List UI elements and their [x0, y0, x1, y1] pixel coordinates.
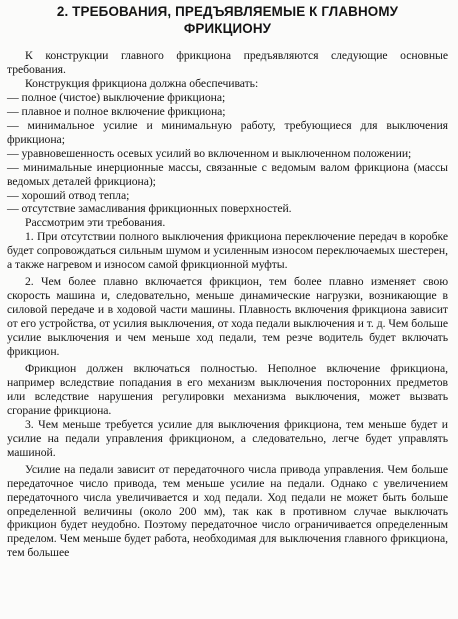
paragraph-point-2: 2. Чем более плавно включается фрикцион, тем более плавно изменяет свою скорость машина и, следовательно, меньше динамические нагрузки, возникающие в силовой передаче и в ходовой части машины. Плавность включения фрикциона зависит от его устройства, от усилия выключения, от хода педали выключения и т. д. Чем больше усилие выключения и чем меньше ход педали, тем резче водитель будет включать фрикцион.	[7, 275, 448, 359]
paragraph-point-1: 1. При отсутствии полного выключения фрикциона переключение передач в коробке будет сопровождаться сильным шумом и усиленным износом переключаемых шестерен, а также нагревом и износом самой фрикционной муфты.	[7, 230, 448, 272]
paragraph-requirements-lead: Конструкция фрикциона должна обеспечивать:	[25, 76, 259, 90]
section-heading	[7, 3, 448, 37]
paragraph-pedal-force: Усилие на педали зависит от передаточного числа привода управления. Чем больше передаточное число привода, тем меньше усилие на педали. Однако с увеличением передаточного числа увеличивается и ход педали. Ход педали не может быть больше определенной величины (около 200 мм), так как в противном случае выключать фрикцион будет неудобно. Поэтому передаточное число ограничивается определенным пределом. Чем меньше будет работа, необходимая для выключения главного фрикциона, тем большее	[7, 462, 448, 560]
paragraph-intro: К конструкции главного фрикциона предъявляются следующие основные требования.	[7, 49, 448, 76]
document-body	[7, 49, 448, 560]
paragraph-point-3: 3. Чем меньше требуется усилие для выключения фрикциона, тем меньше будет и усилие на педали управления фрикционом, а следовательно, легче будет управлять машиной.	[7, 417, 448, 459]
list-item-full-disengagement: — полное (чистое) выключение фрикциона;	[7, 90, 226, 104]
list-item-no-oiling: — отсутствие замасливания фрикционных поверхностей.	[7, 202, 292, 216]
section-heading-line-1: 2. ТРЕБОВАНИЯ, ПРЕДЪЯВЛЯЕМЫЕ К ГЛАВНОМУ	[56, 4, 399, 19]
list-item-heat-removal: — хороший отвод тепла;	[7, 188, 130, 202]
list-item-minimum-force: — минимальное усилие и минимальную работу, требующиеся для выключения фрикциона;	[7, 118, 448, 146]
list-item-smooth-engagement: — плавное и полное включение фрикциона;	[7, 104, 226, 118]
section-heading-line-2: ФРИКЦИОНУ	[183, 21, 272, 36]
list-item-axial-balance: — уравновешенность осевых усилий во включенном и выключенном положении;	[7, 146, 412, 160]
paragraph-consider: Рассмотрим эти требования.	[25, 216, 166, 230]
paragraph-full-engagement: Фрикцион должен включаться полностью. Неполное включение фрикциона, например вследствие попадания в его механизм выключения посторонних предметов или вследствие нарушения регулировки механизма выключения, может вызвать сгорание фрикциона.	[7, 361, 448, 417]
list-item-inertia-masses: — минимальные инерционные массы, связанные с ведомым валом фрикциона (массы ведомых деталей фрикциона);	[7, 160, 448, 188]
